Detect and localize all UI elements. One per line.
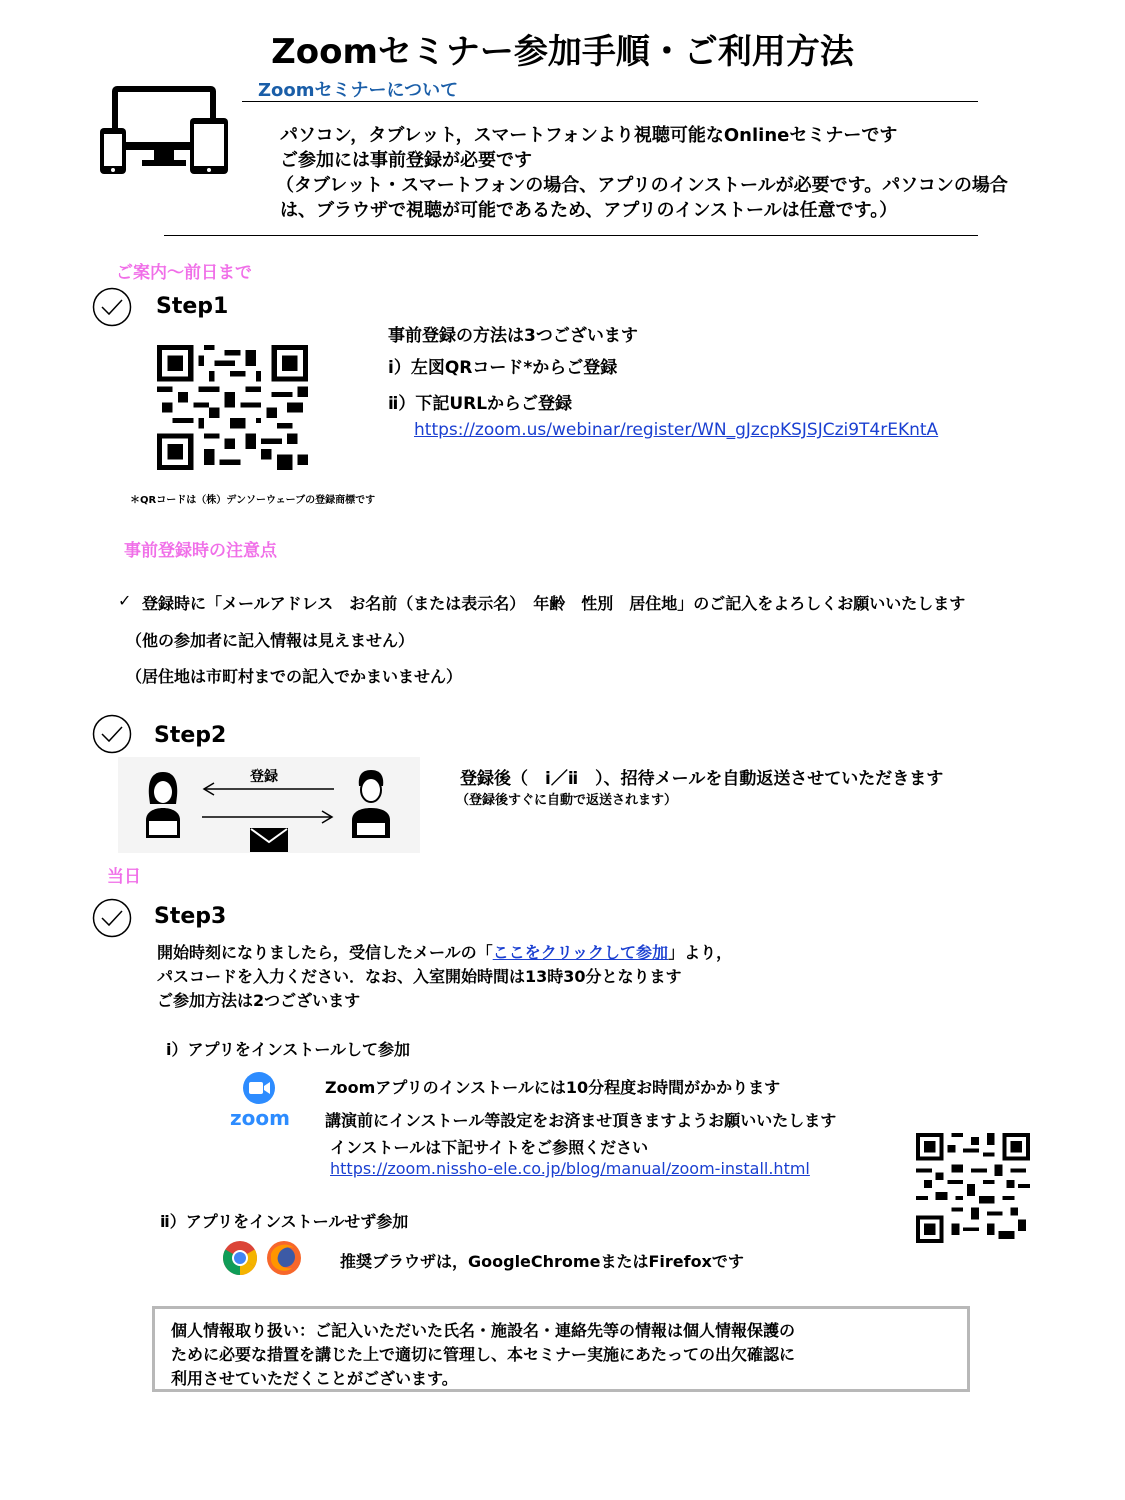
about-line-3: （タブレット・スマートフォンの場合、アプリのインストールが必要です。パソコンの場合 [276,175,1008,196]
person-male-icon [348,766,394,838]
method-1-line-1: Zoomアプリのインストールには10分程度お時間がかかります [325,1078,781,1097]
privacy-line-3: 利用させていただくことがございます。 [171,1369,458,1388]
step2-subnote: （登録後すぐに自動で返送されます） [456,793,678,808]
note-line-2: （他の参加者に記入情報は見えません） [126,631,415,650]
step1-label: Step1 [156,294,229,319]
divider [164,235,978,236]
about-heading: Zoomセミナーについて [258,80,459,101]
registration-link[interactable]: https://zoom.us/webinar/register/WN_gJzcpKSJSJCzi9T4rEKntA [414,420,939,440]
chrome-icon [222,1240,258,1276]
zoom-icon [242,1071,276,1105]
step2-label: Step2 [154,723,227,748]
register-label: 登録 [250,769,278,785]
check-circle-icon [92,898,132,938]
step3-line-1-post: 」より， [668,943,733,962]
privacy-notice [152,1306,970,1392]
firefox-icon [266,1240,302,1276]
section-day-heading: 当日 [107,867,141,887]
note-line-1: 登録時に「メールアドレス お名前（または表示名） 年齢 性別 居住地」のご記入をよろしくお願いいたします [142,594,966,613]
privacy-line-2: ために必要な措置を講じた上で適切に管理し、本セミナー実施にあたっての出欠確認に [171,1345,796,1364]
page-title: Zoomセミナー参加手順・ご利用方法 [271,32,854,72]
divider [242,101,978,102]
section-notes-heading: 事前登録時の注意点 [124,541,277,561]
mail-icon [250,828,288,852]
about-line-1: パソコン，タブレット，スマートフォンより視聴可能なOnlineセミナーです [280,125,898,146]
qr-trademark-note: ＊QRコードは（株）デンソーウェーブの登録商標です [130,495,376,506]
method-1-line-3: インストールは下記サイトをご参照ください [330,1138,649,1157]
step1-intro: 事前登録の方法は3つございます [388,326,638,346]
step2-description: 登録後（ ⅰ／ⅱ ）、招待メールを自動返送させていただきます [460,769,944,789]
install-guide-link[interactable]: https://zoom.nissho-ele.co.jp/blog/manual/zoom-install.html [330,1159,810,1178]
method-1-heading: ⅰ）アプリをインストールして参加 [166,1040,411,1059]
step3-line-1 [157,940,732,963]
devices-icon [98,84,230,176]
check-circle-icon [92,714,132,754]
privacy-line-1: 個人情報取り扱い：ご記入いただいた氏名・施設名・連絡先等の情報は個人情報保護の [171,1321,796,1340]
qr-code [916,1133,1030,1243]
arrow-left-icon [200,782,336,796]
section-before-heading: ご案内～前日まで [116,263,252,283]
about-line-2: ご参加には事前登録が必要です [280,150,532,171]
step3-line-3: ご参加方法は2つございます [157,991,361,1010]
person-female-icon [140,768,186,838]
step3-label: Step3 [154,904,227,929]
step3-line-2: パスコードを入力ください．なお、入室開始時間は13時30分となります [157,967,682,986]
join-here-link[interactable]: ここをクリックして参加 [492,943,669,962]
method-2-heading: ⅱ）アプリをインストールせず参加 [160,1212,409,1231]
about-line-4: は、ブラウザで視聴が可能であるため、アプリのインストールは任意です。） [280,200,898,221]
step1-option-2: ⅱ）下記URLからご登録 [388,394,573,414]
qr-code [157,345,308,470]
note-line-3: （居住地は市町村までの記入でかまいません） [126,667,463,686]
arrow-right-icon [200,810,336,824]
step3-line-1-pre: 開始時刻になりましたら，受信したメールの「 [157,943,493,962]
method-1-line-2: 講演前にインストール等設定をお済ませ頂きますようお願いいたします [325,1111,837,1130]
check-circle-icon [92,287,132,327]
zoom-logo: zoom [230,1106,290,1130]
method-2-line: 推奨ブラウザは，GoogleChromeまたはFirefoxです [340,1252,744,1271]
checkmark-icon: ✓ [118,591,132,610]
step1-option-1: ⅰ）左図QRコード*からご登録 [388,358,618,378]
